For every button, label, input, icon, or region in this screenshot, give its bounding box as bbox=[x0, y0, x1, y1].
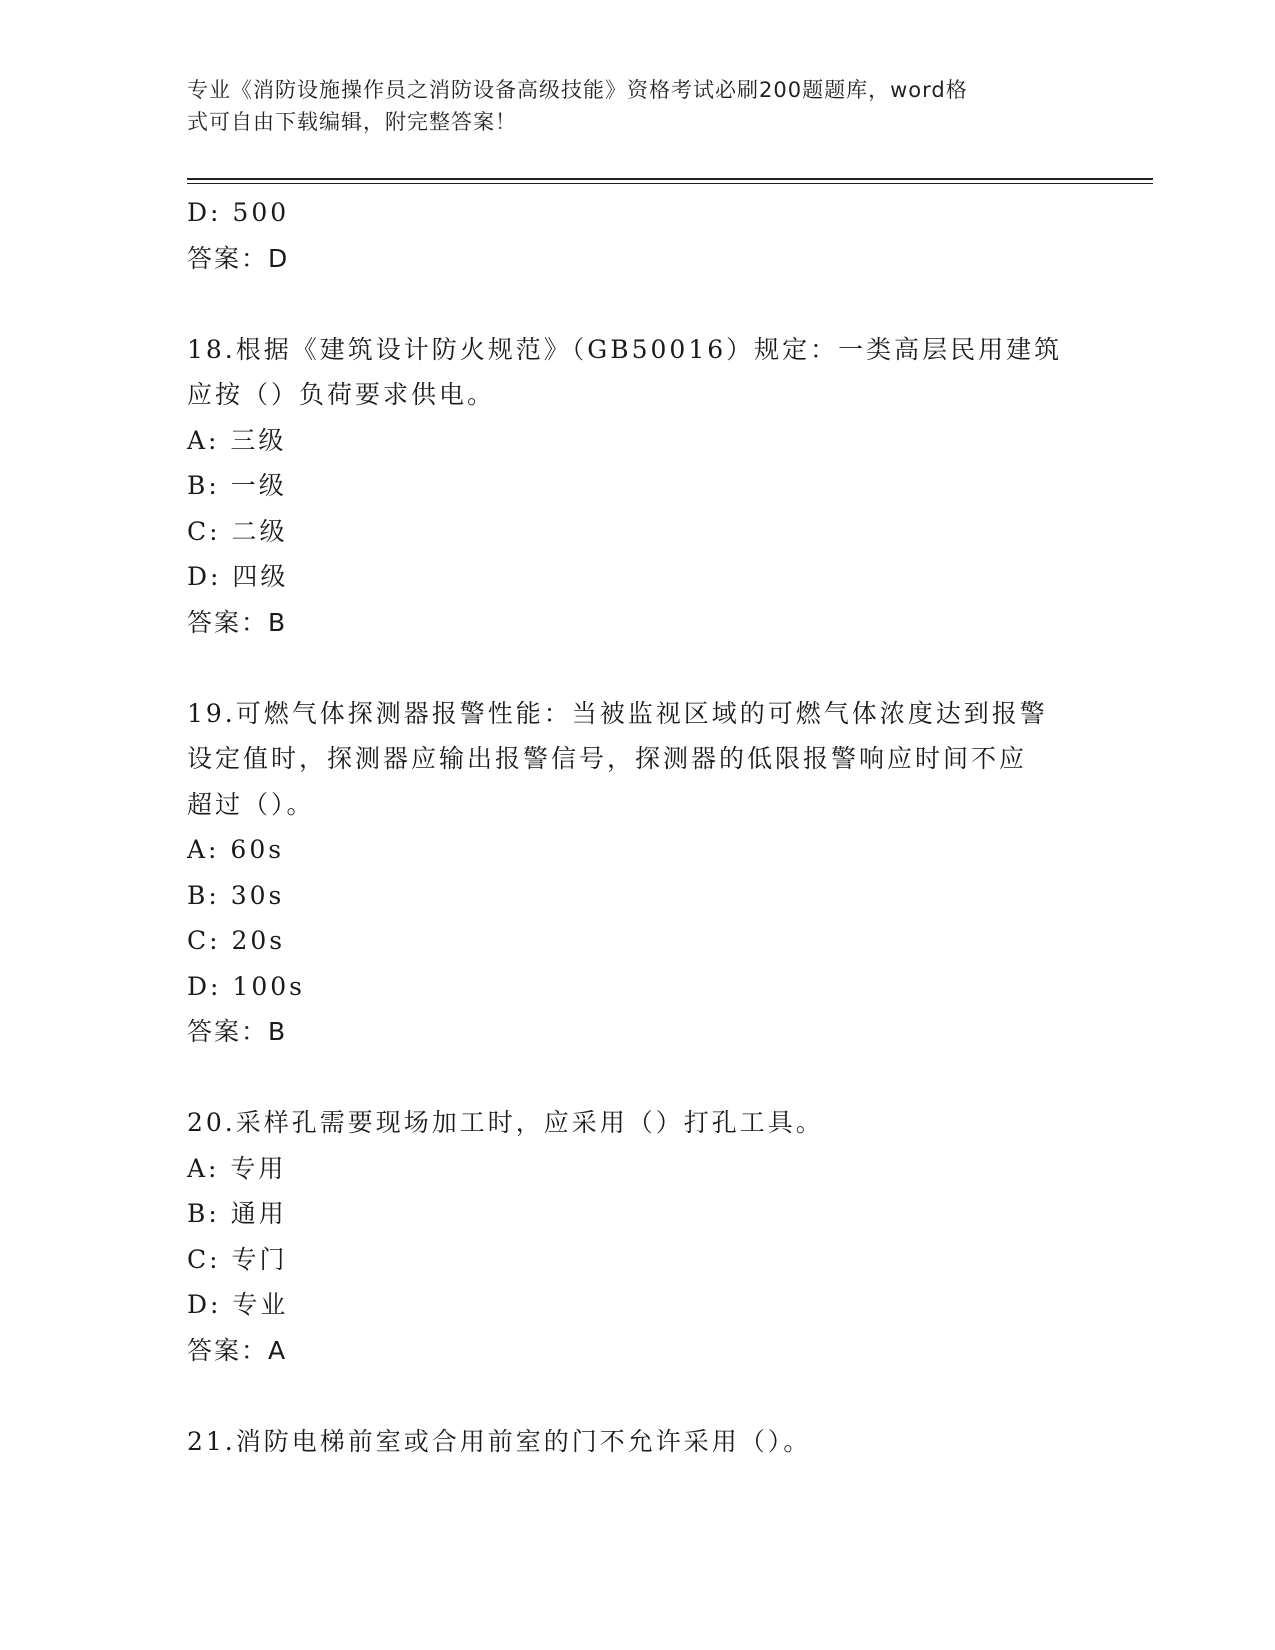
question-stem-line: 20.采样孔需要现场加工时，应采用（）打孔工具。 bbox=[187, 1108, 824, 1137]
spacer bbox=[187, 645, 1087, 691]
option-c: C: 专门 bbox=[187, 1244, 288, 1274]
option-a: A: 60s bbox=[187, 835, 285, 864]
question-stem-line: 19.可燃气体探测器报警性能：当被监视区域的可燃气体浓度达到报警 bbox=[187, 698, 1048, 728]
q17-answer: 答案：D bbox=[187, 243, 290, 273]
q17-option-d: D: 500 bbox=[187, 198, 290, 227]
option-b: B: 通用 bbox=[187, 1199, 287, 1228]
question-stem bbox=[187, 1100, 1087, 1146]
option-c: C: 20s bbox=[187, 926, 286, 955]
question-content bbox=[187, 190, 1087, 1464]
question-stem-line: 应按（）负荷要求供电。 bbox=[187, 380, 496, 409]
spacer bbox=[187, 1373, 1087, 1419]
question-stem-line: 超过（）。 bbox=[187, 789, 315, 819]
option-a: A: 三级 bbox=[187, 425, 287, 455]
option-d: D: 100s bbox=[187, 971, 305, 1001]
option-c: C: 二级 bbox=[187, 516, 288, 546]
option-a: A: 专用 bbox=[187, 1153, 287, 1183]
question-stem bbox=[187, 1419, 1087, 1465]
answer: 答案：B bbox=[187, 607, 288, 637]
option-b: B: 30s bbox=[187, 880, 285, 910]
question-stem bbox=[187, 327, 1087, 418]
option-d: D: 四级 bbox=[187, 562, 289, 591]
question-stem-line: 18.根据《建筑设计防火规范》（GB50016）规定：一类高层民用建筑 bbox=[187, 334, 1063, 364]
header-line-2: 式可自由下载编辑，附完整答案！ bbox=[187, 110, 517, 134]
question-stem-line: 设定值时，探测器应输出报警信号，探测器的低限报警响应时间不应 bbox=[187, 744, 1028, 773]
answer: 答案：A bbox=[187, 1335, 288, 1365]
option-d: D: 专业 bbox=[187, 1290, 289, 1319]
header-divider-thick bbox=[187, 178, 1153, 180]
document-header bbox=[187, 74, 1067, 138]
question-stem-line: 21.消防电梯前室或合用前室的门不允许采用（）。 bbox=[187, 1426, 812, 1456]
spacer bbox=[187, 1055, 1087, 1101]
question-stem bbox=[187, 691, 1087, 828]
header-divider-thin bbox=[187, 183, 1153, 184]
answer: 答案：B bbox=[187, 1017, 288, 1046]
spacer bbox=[187, 281, 1087, 327]
question-19 bbox=[187, 691, 1087, 1055]
header-line-1: 专业《消防设施操作员之消防设备高级技能》资格考试必刷200题题库，word格 bbox=[187, 78, 968, 102]
question-21 bbox=[187, 1419, 1087, 1465]
question-20 bbox=[187, 1100, 1087, 1373]
option-b: B: 一级 bbox=[187, 471, 287, 500]
question-18 bbox=[187, 327, 1087, 646]
